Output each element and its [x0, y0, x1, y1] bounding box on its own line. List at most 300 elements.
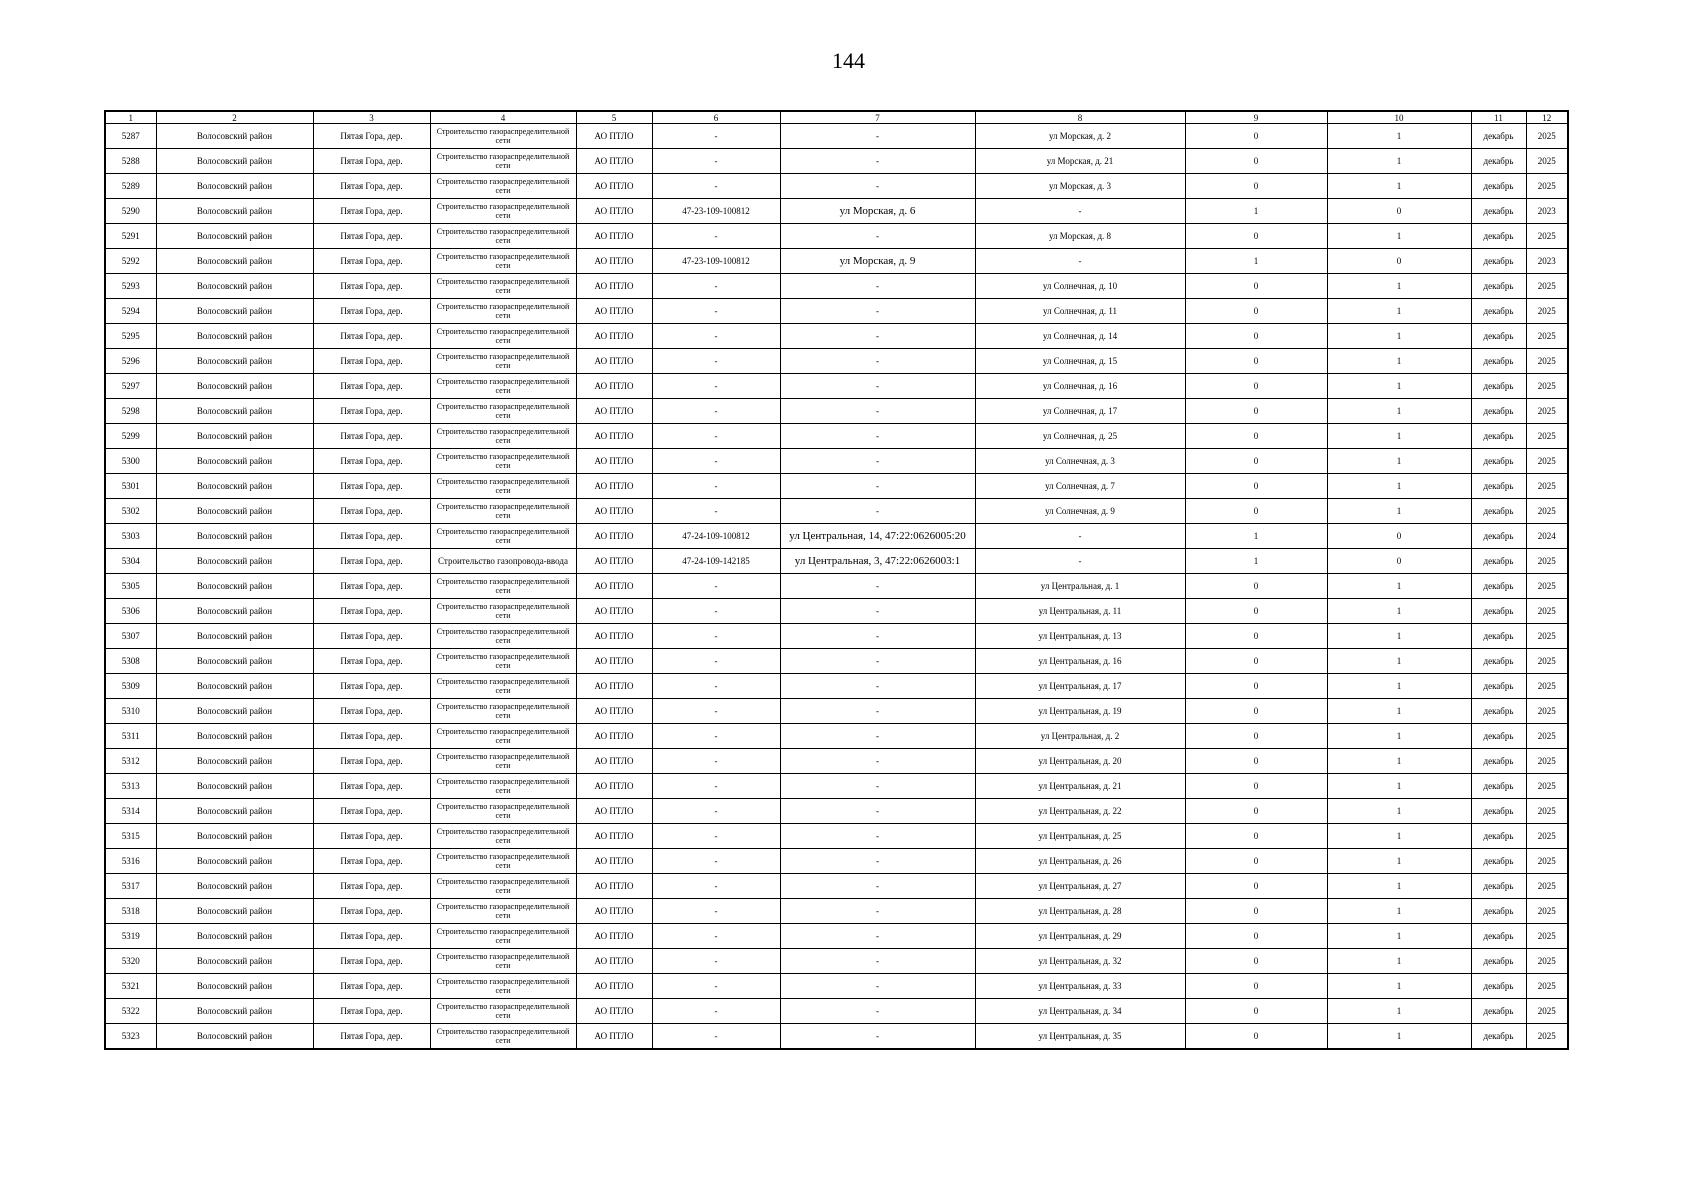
row-number: 5304 — [105, 549, 156, 574]
table-row — [105, 799, 1568, 824]
permit-number-cell: - — [652, 374, 780, 399]
table-row — [105, 974, 1568, 999]
address-cell: ул Центральная, д. 33 — [975, 974, 1185, 999]
value-10-cell: 1 — [1327, 349, 1471, 374]
month-cell: декабрь — [1471, 249, 1526, 274]
settlement-cell: Пятая Гора, дер. — [313, 524, 430, 549]
table-row — [105, 574, 1568, 599]
row-number: 5297 — [105, 374, 156, 399]
settlement-cell: Пятая Гора, дер. — [313, 174, 430, 199]
value-9-cell: 1 — [1185, 199, 1327, 224]
year-cell: 2025 — [1526, 174, 1568, 199]
address-cell: - — [975, 199, 1185, 224]
settlement-cell: Пятая Гора, дер. — [313, 849, 430, 874]
value-9-cell: 0 — [1185, 474, 1327, 499]
address-cell: ул Солнечная, д. 3 — [975, 449, 1185, 474]
permit-number-cell: - — [652, 924, 780, 949]
table-row — [105, 424, 1568, 449]
row-number: 5307 — [105, 624, 156, 649]
value-10-cell: 1 — [1327, 274, 1471, 299]
address-cadastral-cell: - — [780, 824, 975, 849]
value-9-cell: 0 — [1185, 799, 1327, 824]
address-cell: - — [975, 549, 1185, 574]
year-cell: 2025 — [1526, 124, 1568, 149]
address-cell: ул Центральная, д. 26 — [975, 849, 1185, 874]
month-cell: декабрь — [1471, 999, 1526, 1024]
month-cell: декабрь — [1471, 599, 1526, 624]
work-type-cell: Строительство газораспределительной сети — [430, 649, 576, 674]
settlement-cell: Пятая Гора, дер. — [313, 449, 430, 474]
district-cell: Волосовский район — [156, 324, 313, 349]
work-type-cell: Строительство газораспределительной сети — [430, 674, 576, 699]
month-cell: декабрь — [1471, 799, 1526, 824]
page-number: 144 — [832, 48, 865, 73]
year-cell: 2025 — [1526, 674, 1568, 699]
value-9-cell: 0 — [1185, 499, 1327, 524]
row-number: 5289 — [105, 174, 156, 199]
value-10-cell: 1 — [1327, 624, 1471, 649]
organization-cell: АО ПТЛО — [576, 874, 652, 899]
organization-cell: АО ПТЛО — [576, 999, 652, 1024]
address-cell: ул Центральная, д. 20 — [975, 749, 1185, 774]
settlement-cell: Пятая Гора, дер. — [313, 599, 430, 624]
year-cell: 2023 — [1526, 249, 1568, 274]
value-9-cell: 0 — [1185, 649, 1327, 674]
district-cell: Волосовский район — [156, 274, 313, 299]
row-number: 5291 — [105, 224, 156, 249]
month-cell: декабрь — [1471, 774, 1526, 799]
permit-number-cell: - — [652, 449, 780, 474]
address-cell: ул Солнечная, д. 11 — [975, 299, 1185, 324]
column-header: 6 — [652, 111, 780, 124]
value-9-cell: 0 — [1185, 399, 1327, 424]
value-9-cell: 1 — [1185, 249, 1327, 274]
row-number: 5299 — [105, 424, 156, 449]
value-9-cell: 0 — [1185, 599, 1327, 624]
value-10-cell: 0 — [1327, 524, 1471, 549]
work-type-cell: Строительство газораспределительной сети — [430, 174, 576, 199]
address-cell: ул Центральная, д. 29 — [975, 924, 1185, 949]
row-number: 5300 — [105, 449, 156, 474]
district-cell: Волосовский район — [156, 899, 313, 924]
year-cell: 2025 — [1526, 474, 1568, 499]
value-10-cell: 1 — [1327, 949, 1471, 974]
column-header: 5 — [576, 111, 652, 124]
settlement-cell: Пятая Гора, дер. — [313, 774, 430, 799]
row-number: 5312 — [105, 749, 156, 774]
district-cell: Волосовский район — [156, 1024, 313, 1050]
year-cell: 2025 — [1526, 224, 1568, 249]
year-cell: 2025 — [1526, 824, 1568, 849]
table-row — [105, 199, 1568, 224]
work-type-cell: Строительство газораспределительной сети — [430, 999, 576, 1024]
permit-number-cell: - — [652, 974, 780, 999]
permit-number-cell: - — [652, 274, 780, 299]
settlement-cell: Пятая Гора, дер. — [313, 824, 430, 849]
district-cell: Волосовский район — [156, 499, 313, 524]
organization-cell: АО ПТЛО — [576, 724, 652, 749]
month-cell: декабрь — [1471, 124, 1526, 149]
value-9-cell: 0 — [1185, 374, 1327, 399]
column-header: 3 — [313, 111, 430, 124]
address-cell: - — [975, 524, 1185, 549]
year-cell: 2025 — [1526, 699, 1568, 724]
row-number: 5318 — [105, 899, 156, 924]
address-cadastral-cell: - — [780, 1024, 975, 1050]
address-cadastral-cell: - — [780, 349, 975, 374]
row-number: 5309 — [105, 674, 156, 699]
month-cell: декабрь — [1471, 824, 1526, 849]
row-number: 5303 — [105, 524, 156, 549]
value-10-cell: 1 — [1327, 499, 1471, 524]
address-cell: ул Солнечная, д. 14 — [975, 324, 1185, 349]
work-type-cell: Строительство газораспределительной сети — [430, 424, 576, 449]
month-cell: декабрь — [1471, 899, 1526, 924]
table-row — [105, 549, 1568, 574]
address-cadastral-cell: - — [780, 299, 975, 324]
table-row — [105, 449, 1568, 474]
value-10-cell: 1 — [1327, 149, 1471, 174]
value-9-cell: 0 — [1185, 1024, 1327, 1050]
column-header: 2 — [156, 111, 313, 124]
organization-cell: АО ПТЛО — [576, 699, 652, 724]
month-cell: декабрь — [1471, 649, 1526, 674]
address-cadastral-cell: - — [780, 899, 975, 924]
work-type-cell: Строительство газораспределительной сети — [430, 249, 576, 274]
address-cadastral-cell: - — [780, 924, 975, 949]
table-row — [105, 349, 1568, 374]
organization-cell: АО ПТЛО — [576, 124, 652, 149]
work-type-cell: Строительство газораспределительной сети — [430, 474, 576, 499]
district-cell: Волосовский район — [156, 724, 313, 749]
address-cadastral-cell: - — [780, 574, 975, 599]
month-cell: декабрь — [1471, 499, 1526, 524]
column-header: 9 — [1185, 111, 1327, 124]
organization-cell: АО ПТЛО — [576, 674, 652, 699]
row-number: 5317 — [105, 874, 156, 899]
work-type-cell: Строительство газораспределительной сети — [430, 949, 576, 974]
year-cell: 2025 — [1526, 649, 1568, 674]
address-cadastral-cell: - — [780, 499, 975, 524]
work-type-cell: Строительство газораспределительной сети — [430, 624, 576, 649]
address-cadastral-cell: - — [780, 224, 975, 249]
column-header: 10 — [1327, 111, 1471, 124]
table-row — [105, 324, 1568, 349]
value-9-cell: 0 — [1185, 874, 1327, 899]
address-cell: ул Солнечная, д. 16 — [975, 374, 1185, 399]
district-cell: Волосовский район — [156, 449, 313, 474]
table-row — [105, 274, 1568, 299]
address-cadastral-cell: - — [780, 599, 975, 624]
settlement-cell: Пятая Гора, дер. — [313, 724, 430, 749]
address-cadastral-cell: - — [780, 749, 975, 774]
row-number: 5295 — [105, 324, 156, 349]
district-cell: Волосовский район — [156, 399, 313, 424]
header-row — [105, 111, 1568, 124]
address-cell: ул Центральная, д. 28 — [975, 899, 1185, 924]
address-cadastral-cell: - — [780, 649, 975, 674]
row-number: 5310 — [105, 699, 156, 724]
year-cell: 2025 — [1526, 399, 1568, 424]
row-number: 5320 — [105, 949, 156, 974]
district-cell: Волосовский район — [156, 849, 313, 874]
settlement-cell: Пятая Гора, дер. — [313, 549, 430, 574]
row-number: 5306 — [105, 599, 156, 624]
permit-number-cell: 47-24-109-100812 — [652, 524, 780, 549]
permit-number-cell: - — [652, 949, 780, 974]
row-number: 5294 — [105, 299, 156, 324]
district-cell: Волосовский район — [156, 649, 313, 674]
district-cell: Волосовский район — [156, 199, 313, 224]
settlement-cell: Пятая Гора, дер. — [313, 574, 430, 599]
organization-cell: АО ПТЛО — [576, 649, 652, 674]
month-cell: декабрь — [1471, 199, 1526, 224]
table-row — [105, 624, 1568, 649]
value-9-cell: 0 — [1185, 574, 1327, 599]
permit-number-cell: - — [652, 349, 780, 374]
organization-cell: АО ПТЛО — [576, 774, 652, 799]
month-cell: декабрь — [1471, 149, 1526, 174]
month-cell: декабрь — [1471, 974, 1526, 999]
value-10-cell: 1 — [1327, 724, 1471, 749]
row-number: 5290 — [105, 199, 156, 224]
address-cadastral-cell: - — [780, 974, 975, 999]
column-header: 7 — [780, 111, 975, 124]
value-10-cell: 1 — [1327, 224, 1471, 249]
settlement-cell: Пятая Гора, дер. — [313, 249, 430, 274]
work-type-cell: Строительство газораспределительной сети — [430, 149, 576, 174]
work-type-cell: Строительство газораспределительной сети — [430, 574, 576, 599]
work-type-cell: Строительство газораспределительной сети — [430, 824, 576, 849]
work-type-cell: Строительство газораспределительной сети — [430, 874, 576, 899]
year-cell: 2025 — [1526, 999, 1568, 1024]
year-cell: 2025 — [1526, 799, 1568, 824]
value-10-cell: 1 — [1327, 824, 1471, 849]
year-cell: 2025 — [1526, 424, 1568, 449]
value-9-cell: 0 — [1185, 674, 1327, 699]
address-cadastral-cell: - — [780, 174, 975, 199]
month-cell: декабрь — [1471, 674, 1526, 699]
value-9-cell: 0 — [1185, 149, 1327, 174]
year-cell: 2025 — [1526, 574, 1568, 599]
year-cell: 2025 — [1526, 924, 1568, 949]
district-cell: Волосовский район — [156, 699, 313, 724]
table-body — [105, 124, 1568, 1050]
work-type-cell: Строительство газораспределительной сети — [430, 599, 576, 624]
table-row — [105, 1024, 1568, 1050]
year-cell: 2025 — [1526, 849, 1568, 874]
column-header: 1 — [105, 111, 156, 124]
address-cadastral-cell: - — [780, 324, 975, 349]
table-row — [105, 924, 1568, 949]
address-cell: ул Центральная, д. 1 — [975, 574, 1185, 599]
address-cadastral-cell: - — [780, 474, 975, 499]
organization-cell: АО ПТЛО — [576, 249, 652, 274]
permit-number-cell: - — [652, 824, 780, 849]
month-cell: декабрь — [1471, 724, 1526, 749]
row-number: 5301 — [105, 474, 156, 499]
work-type-cell: Строительство газораспределительной сети — [430, 374, 576, 399]
organization-cell: АО ПТЛО — [576, 899, 652, 924]
work-type-cell: Строительство газораспределительной сети — [430, 349, 576, 374]
year-cell: 2025 — [1526, 349, 1568, 374]
month-cell: декабрь — [1471, 874, 1526, 899]
work-type-cell: Строительство газораспределительной сети — [430, 324, 576, 349]
address-cadastral-cell: - — [780, 124, 975, 149]
row-number: 5287 — [105, 124, 156, 149]
settlement-cell: Пятая Гора, дер. — [313, 349, 430, 374]
district-cell: Волосовский район — [156, 874, 313, 899]
address-cadastral-cell: - — [780, 874, 975, 899]
month-cell: декабрь — [1471, 624, 1526, 649]
settlement-cell: Пятая Гора, дер. — [313, 999, 430, 1024]
district-cell: Волосовский район — [156, 749, 313, 774]
value-9-cell: 1 — [1185, 549, 1327, 574]
table-row — [105, 824, 1568, 849]
district-cell: Волосовский район — [156, 674, 313, 699]
address-cadastral-cell: - — [780, 449, 975, 474]
settlement-cell: Пятая Гора, дер. — [313, 749, 430, 774]
month-cell: декабрь — [1471, 524, 1526, 549]
organization-cell: АО ПТЛО — [576, 549, 652, 574]
year-cell: 2024 — [1526, 524, 1568, 549]
permit-number-cell: - — [652, 649, 780, 674]
district-cell: Волосовский район — [156, 624, 313, 649]
table-row — [105, 299, 1568, 324]
table-row — [105, 774, 1568, 799]
address-cadastral-cell: ул Центральная, 14, 47:22:0626005:20 — [780, 524, 975, 549]
settlement-cell: Пятая Гора, дер. — [313, 499, 430, 524]
month-cell: декабрь — [1471, 299, 1526, 324]
value-9-cell: 0 — [1185, 974, 1327, 999]
value-10-cell: 1 — [1327, 174, 1471, 199]
organization-cell: АО ПТЛО — [576, 424, 652, 449]
district-cell: Волосовский район — [156, 249, 313, 274]
permit-number-cell: - — [652, 474, 780, 499]
organization-cell: АО ПТЛО — [576, 849, 652, 874]
settlement-cell: Пятая Гора, дер. — [313, 474, 430, 499]
year-cell: 2025 — [1526, 499, 1568, 524]
address-cadastral-cell: - — [780, 399, 975, 424]
address-cadastral-cell: - — [780, 724, 975, 749]
work-type-cell: Строительство газораспределительной сети — [430, 449, 576, 474]
value-9-cell: 0 — [1185, 174, 1327, 199]
year-cell: 2025 — [1526, 549, 1568, 574]
table-row — [105, 649, 1568, 674]
table-row — [105, 849, 1568, 874]
organization-cell: АО ПТЛО — [576, 624, 652, 649]
year-cell: 2025 — [1526, 299, 1568, 324]
address-cell: ул Морская, д. 21 — [975, 149, 1185, 174]
work-type-cell: Строительство газораспределительной сети — [430, 224, 576, 249]
address-cell: ул Центральная, д. 2 — [975, 724, 1185, 749]
work-type-cell: Строительство газопровода-ввода — [430, 549, 576, 574]
work-type-cell: Строительство газораспределительной сети — [430, 699, 576, 724]
month-cell: декабрь — [1471, 424, 1526, 449]
organization-cell: АО ПТЛО — [576, 299, 652, 324]
address-cell: ул Солнечная, д. 15 — [975, 349, 1185, 374]
settlement-cell: Пятая Гора, дер. — [313, 124, 430, 149]
row-number: 5305 — [105, 574, 156, 599]
row-number: 5321 — [105, 974, 156, 999]
value-9-cell: 0 — [1185, 349, 1327, 374]
work-type-cell: Строительство газораспределительной сети — [430, 924, 576, 949]
value-10-cell: 1 — [1327, 324, 1471, 349]
table-row — [105, 749, 1568, 774]
address-cell: ул Солнечная, д. 9 — [975, 499, 1185, 524]
row-number: 5319 — [105, 924, 156, 949]
table-row — [105, 949, 1568, 974]
work-type-cell: Строительство газораспределительной сети — [430, 849, 576, 874]
month-cell: декабрь — [1471, 374, 1526, 399]
permit-number-cell: - — [652, 124, 780, 149]
permit-number-cell: - — [652, 999, 780, 1024]
organization-cell: АО ПТЛО — [576, 949, 652, 974]
district-cell: Волосовский район — [156, 949, 313, 974]
table-row — [105, 874, 1568, 899]
settlement-cell: Пятая Гора, дер. — [313, 874, 430, 899]
permit-number-cell: - — [652, 499, 780, 524]
settlement-cell: Пятая Гора, дер. — [313, 649, 430, 674]
work-type-cell: Строительство газораспределительной сети — [430, 299, 576, 324]
district-cell: Волосовский район — [156, 149, 313, 174]
year-cell: 2025 — [1526, 1024, 1568, 1050]
work-type-cell: Строительство газораспределительной сети — [430, 124, 576, 149]
settlement-cell: Пятая Гора, дер. — [313, 324, 430, 349]
district-cell: Волосовский район — [156, 774, 313, 799]
address-cell: ул Центральная, д. 27 — [975, 874, 1185, 899]
organization-cell: АО ПТЛО — [576, 599, 652, 624]
permit-number-cell: - — [652, 624, 780, 649]
table-row — [105, 149, 1568, 174]
address-cell: ул Центральная, д. 11 — [975, 599, 1185, 624]
address-cadastral-cell: - — [780, 849, 975, 874]
organization-cell: АО ПТЛО — [576, 799, 652, 824]
year-cell: 2025 — [1526, 899, 1568, 924]
value-10-cell: 1 — [1327, 399, 1471, 424]
registry-table — [104, 110, 1569, 1050]
year-cell: 2025 — [1526, 874, 1568, 899]
table-row — [105, 399, 1568, 424]
year-cell: 2025 — [1526, 974, 1568, 999]
month-cell: декабрь — [1471, 1024, 1526, 1050]
value-10-cell: 1 — [1327, 674, 1471, 699]
table-row — [105, 174, 1568, 199]
settlement-cell: Пятая Гора, дер. — [313, 674, 430, 699]
settlement-cell: Пятая Гора, дер. — [313, 299, 430, 324]
permit-number-cell: - — [652, 149, 780, 174]
address-cell: ул Центральная, д. 34 — [975, 999, 1185, 1024]
district-cell: Волосовский район — [156, 299, 313, 324]
value-9-cell: 0 — [1185, 224, 1327, 249]
work-type-cell: Строительство газораспределительной сети — [430, 1024, 576, 1050]
settlement-cell: Пятая Гора, дер. — [313, 1024, 430, 1050]
value-10-cell: 1 — [1327, 799, 1471, 824]
settlement-cell: Пятая Гора, дер. — [313, 949, 430, 974]
value-10-cell: 1 — [1327, 649, 1471, 674]
address-cell: ул Морская, д. 8 — [975, 224, 1185, 249]
district-cell: Волосовский район — [156, 799, 313, 824]
work-type-cell: Строительство газораспределительной сети — [430, 499, 576, 524]
month-cell: декабрь — [1471, 849, 1526, 874]
work-type-cell: Строительство газораспределительной сети — [430, 749, 576, 774]
column-header: 4 — [430, 111, 576, 124]
value-10-cell: 1 — [1327, 424, 1471, 449]
month-cell: декабрь — [1471, 474, 1526, 499]
table-row — [105, 724, 1568, 749]
work-type-cell: Строительство газораспределительной сети — [430, 524, 576, 549]
organization-cell: АО ПТЛО — [576, 324, 652, 349]
